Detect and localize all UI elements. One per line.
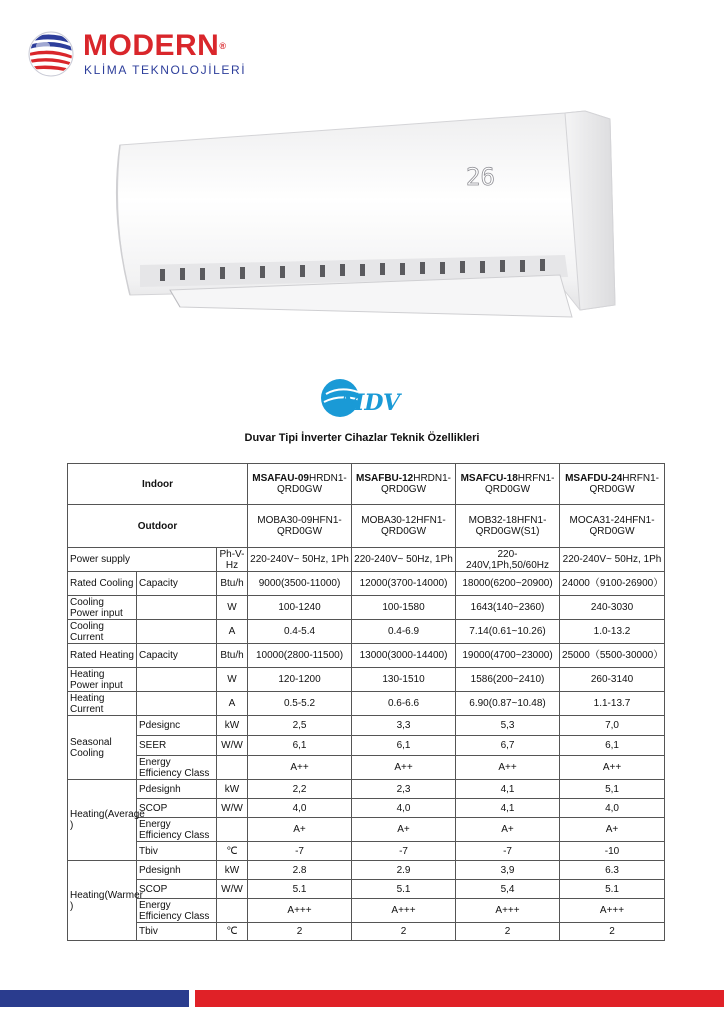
mdv-logo bbox=[318, 374, 414, 422]
brand-subtitle: KLİMA TEKNOLOJİLERİ bbox=[84, 63, 247, 77]
cooling-current-row: Cooling Current A 0.4-5.4 0.4-6.9 7.14(0.61~10.26) 1.0-13.2 bbox=[68, 620, 665, 644]
heating-warmer-row: SCOP W/W 5.1 5.1 5,4 5.1 bbox=[68, 880, 665, 899]
indoor-label: Indoor bbox=[68, 464, 248, 505]
heating-current-row: Heating Current A 0.5-5.2 0.6-6.6 6.90(0.87~10.48) 1.1-13.7 bbox=[68, 692, 665, 716]
heating-warmer-row: Energy Efficiency Class A+++ A+++ A+++ A+++ bbox=[68, 899, 665, 923]
indoor-model-4: MSAFDU-24HRFN1-QRD0GW bbox=[560, 464, 665, 505]
globe-swirl-icon bbox=[27, 30, 75, 78]
seasonal-cooling-row: Energy Efficiency Class A++ A++ A++ A++ bbox=[68, 756, 665, 780]
indoor-model-1: MSAFAU-09HRDN1-QRD0GW bbox=[248, 464, 352, 505]
outdoor-model-1: MOBA30-09HFN1-QRD0GW bbox=[248, 505, 352, 548]
page-title: Duvar Tipi İnverter Cihazlar Teknik Özellikleri bbox=[244, 432, 480, 444]
heating-average-row: SCOP W/W 4,0 4,0 4,1 4,0 bbox=[68, 799, 665, 818]
indoor-model-2: MSAFBU-12HRDN1-QRD0GW bbox=[352, 464, 456, 505]
spec-table bbox=[67, 463, 665, 941]
heating-average-label: Heating(Average ) bbox=[68, 780, 137, 861]
outdoor-model-4: MOCA31-24HFN1-QRD0GW bbox=[560, 505, 665, 548]
indoor-model-3: MSAFCU-18HRFN1-QRD0GW bbox=[456, 464, 560, 505]
seasonal-cooling-label: Seasonal Cooling bbox=[68, 716, 137, 780]
outdoor-model-2: MOBA30-12HFN1-QRD0GW bbox=[352, 505, 456, 548]
footer-bar-red bbox=[195, 990, 724, 1007]
cooling-power-row: Cooling Power input W 100-1240 100-1580 1643(140~2360) 240-3030 bbox=[68, 596, 665, 620]
rated-heating-row: Rated Heating Capacity Btu/h 10000(2800-11500) 13000(3000-14400) 19000(4700~23000) 25000（5500-30000） bbox=[68, 644, 665, 668]
indoor-row bbox=[68, 464, 665, 505]
heating-average-row: Tbiv ℃ -7 -7 -7 -10 bbox=[68, 842, 665, 861]
brand-name: MODERN® bbox=[83, 29, 227, 62]
mdv-logo-text: MDV bbox=[340, 390, 401, 416]
footer-bar-blue bbox=[0, 990, 189, 1007]
outdoor-model-3: MOB32-18HFN1-QRD0GW(S1) bbox=[456, 505, 560, 548]
heating-average-row: Energy Efficiency Class A+ A+ A+ A+ bbox=[68, 818, 665, 842]
brand-logo bbox=[27, 26, 257, 86]
heating-warmer-row: Tbiv ℃ 2 2 2 2 bbox=[68, 923, 665, 941]
rated-cooling-row: Rated Cooling Capacity Btu/h 9000(3500-11000) 12000(3700-14000) 18000(6200~20900) 24000（9100-26900） bbox=[68, 572, 665, 596]
seasonal-cooling-row: SEER W/W 6,1 6,1 6,7 6,1 bbox=[68, 736, 665, 756]
outdoor-label: Outdoor bbox=[68, 505, 248, 548]
heating-warmer-label: Heating(Warmer ) bbox=[68, 861, 137, 941]
heating-warmer-row: Heating(Warmer ) Pdesignh kW 2.8 2.9 3,9 6.3 bbox=[68, 861, 665, 880]
air-conditioner-image bbox=[110, 105, 630, 335]
ac-display: 26 bbox=[466, 163, 495, 191]
seasonal-cooling-row: Seasonal Cooling Pdesignc kW 2,5 3,3 5,3 7,0 bbox=[68, 716, 665, 736]
heating-average-row: Heating(Average ) Pdesignh kW 2,2 2,3 4,1 5,1 bbox=[68, 780, 665, 799]
outdoor-row bbox=[68, 505, 665, 548]
heating-power-row: Heating Power input W 120-1200 130-1510 1586(200~2410) 260-3140 bbox=[68, 668, 665, 692]
power-supply-row: Power supply Ph-V-Hz 220-240V~ 50Hz, 1Ph 220-240V~ 50Hz, 1Ph 220-240V,1Ph,50/60Hz 220-240V~ 50Hz, 1Ph bbox=[68, 548, 665, 572]
